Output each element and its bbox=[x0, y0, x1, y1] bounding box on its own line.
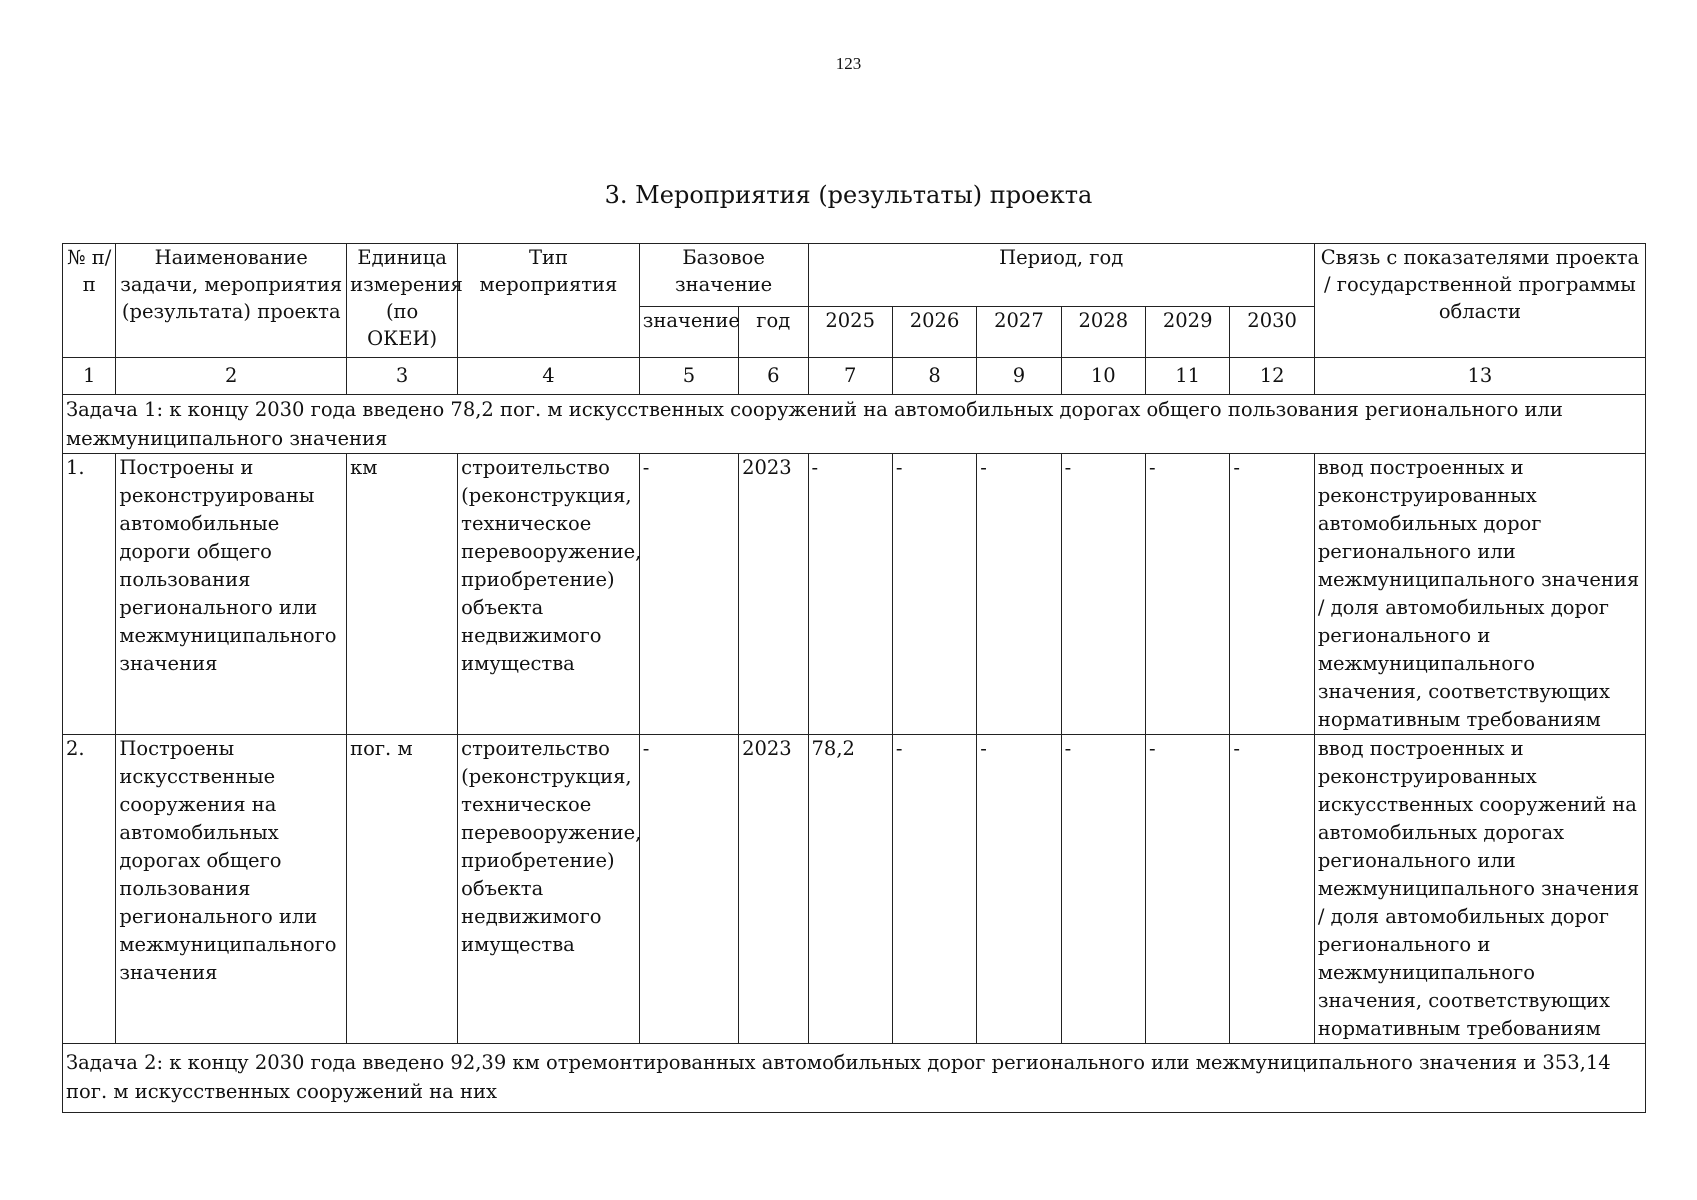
page-title: 3. Мероприятия (результаты) проекта bbox=[604, 181, 1093, 209]
row-base-year: 2023 bbox=[739, 735, 808, 1044]
row-link: ввод построенных и реконструированных искусственных сооружений на автомобильных дорогах регионального или межмуниципального значения / доля автомобильных дорог регионального и межмуниципального значения, соответствующих нормативным требованиям bbox=[1314, 735, 1645, 1044]
header-year: 2025 bbox=[808, 307, 892, 358]
row-year-value: 78,2 bbox=[808, 735, 892, 1044]
column-numbers-row bbox=[63, 358, 1646, 395]
page-number: 123 bbox=[835, 54, 862, 73]
row-year-value: - bbox=[1061, 454, 1145, 735]
task-row bbox=[63, 395, 1646, 454]
column-number: 11 bbox=[1146, 358, 1230, 395]
header-unit: Единица измерения (по ОКЕИ) bbox=[347, 244, 458, 358]
activities-table bbox=[62, 243, 1646, 1113]
task-row bbox=[63, 1044, 1646, 1113]
header-base: Базовое значение bbox=[639, 244, 808, 307]
header-link: Связь с показателями проекта / государственной программы области bbox=[1314, 244, 1645, 358]
header-year: 2027 bbox=[977, 307, 1061, 358]
column-number: 6 bbox=[739, 358, 808, 395]
header-type: Тип мероприятия bbox=[458, 244, 640, 358]
row-base-value: - bbox=[639, 735, 738, 1044]
column-number: 4 bbox=[458, 358, 640, 395]
row-name: Построены искусственные сооружения на автомобильных дорогах общего пользования регионального или межмуниципального значения bbox=[116, 735, 347, 1044]
column-number: 9 bbox=[977, 358, 1061, 395]
row-type: строительство (реконструкция, техническое перевооружение, приобретение) объекта недвижимого имущества bbox=[458, 735, 640, 1044]
column-number: 5 bbox=[639, 358, 738, 395]
row-type: строительство (реконструкция, техническое перевооружение, приобретение) объекта недвижимого имущества bbox=[458, 454, 640, 735]
row-base-year: 2023 bbox=[739, 454, 808, 735]
header-name: Наименование задачи, мероприятия (результата) проекта bbox=[116, 244, 347, 358]
row-year-value: - bbox=[1146, 454, 1230, 735]
header-year: 2029 bbox=[1146, 307, 1230, 358]
header-period: Период, год bbox=[808, 244, 1314, 307]
column-number: 3 bbox=[347, 358, 458, 395]
row-year-value: - bbox=[1146, 735, 1230, 1044]
table-row bbox=[63, 454, 1646, 735]
column-number: 10 bbox=[1061, 358, 1145, 395]
row-number: 2. bbox=[63, 735, 116, 1044]
column-number: 12 bbox=[1230, 358, 1314, 395]
row-base-value: - bbox=[639, 454, 738, 735]
column-number: 7 bbox=[808, 358, 892, 395]
header-no: № п/п bbox=[63, 244, 116, 358]
row-unit: пог. м bbox=[347, 735, 458, 1044]
row-unit: км bbox=[347, 454, 458, 735]
header-year: 2026 bbox=[892, 307, 976, 358]
row-year-value: - bbox=[977, 454, 1061, 735]
row-year-value: - bbox=[892, 454, 976, 735]
row-year-value: - bbox=[808, 454, 892, 735]
column-number: 1 bbox=[63, 358, 116, 395]
header-row bbox=[63, 244, 1646, 307]
header-year: 2030 bbox=[1230, 307, 1314, 358]
column-number: 8 bbox=[892, 358, 976, 395]
column-number: 13 bbox=[1314, 358, 1645, 395]
task-1-text: Задача 1: к концу 2030 года введено 78,2 пог. м искусственных сооружений на автомобильных дорогах общего пользования регионального или межмуниципального значения bbox=[63, 395, 1646, 454]
header-base-year: год bbox=[739, 307, 808, 358]
task-2-text: Задача 2: к концу 2030 года введено 92,39 км отремонтированных автомобильных дорог регионального или межмуниципального значения и 353,14 пог. м искусственных сооружений на них bbox=[63, 1044, 1646, 1113]
header-base-value: значение bbox=[639, 307, 738, 358]
row-year-value: - bbox=[977, 735, 1061, 1044]
row-name: Построены и реконструированы автомобильные дороги общего пользования регионального или межмуниципального значения bbox=[116, 454, 347, 735]
row-year-value: - bbox=[1230, 454, 1314, 735]
row-number: 1. bbox=[63, 454, 116, 735]
row-year-value: - bbox=[892, 735, 976, 1044]
row-year-value: - bbox=[1061, 735, 1145, 1044]
header-year: 2028 bbox=[1061, 307, 1145, 358]
table-row bbox=[63, 735, 1646, 1044]
row-link: ввод построенных и реконструированных автомобильных дорог регионального или межмуниципального значения / доля автомобильных дорог регионального и межмуниципального значения, соответствующих нормативным требованиям bbox=[1314, 454, 1645, 735]
row-year-value: - bbox=[1230, 735, 1314, 1044]
column-number: 2 bbox=[116, 358, 347, 395]
